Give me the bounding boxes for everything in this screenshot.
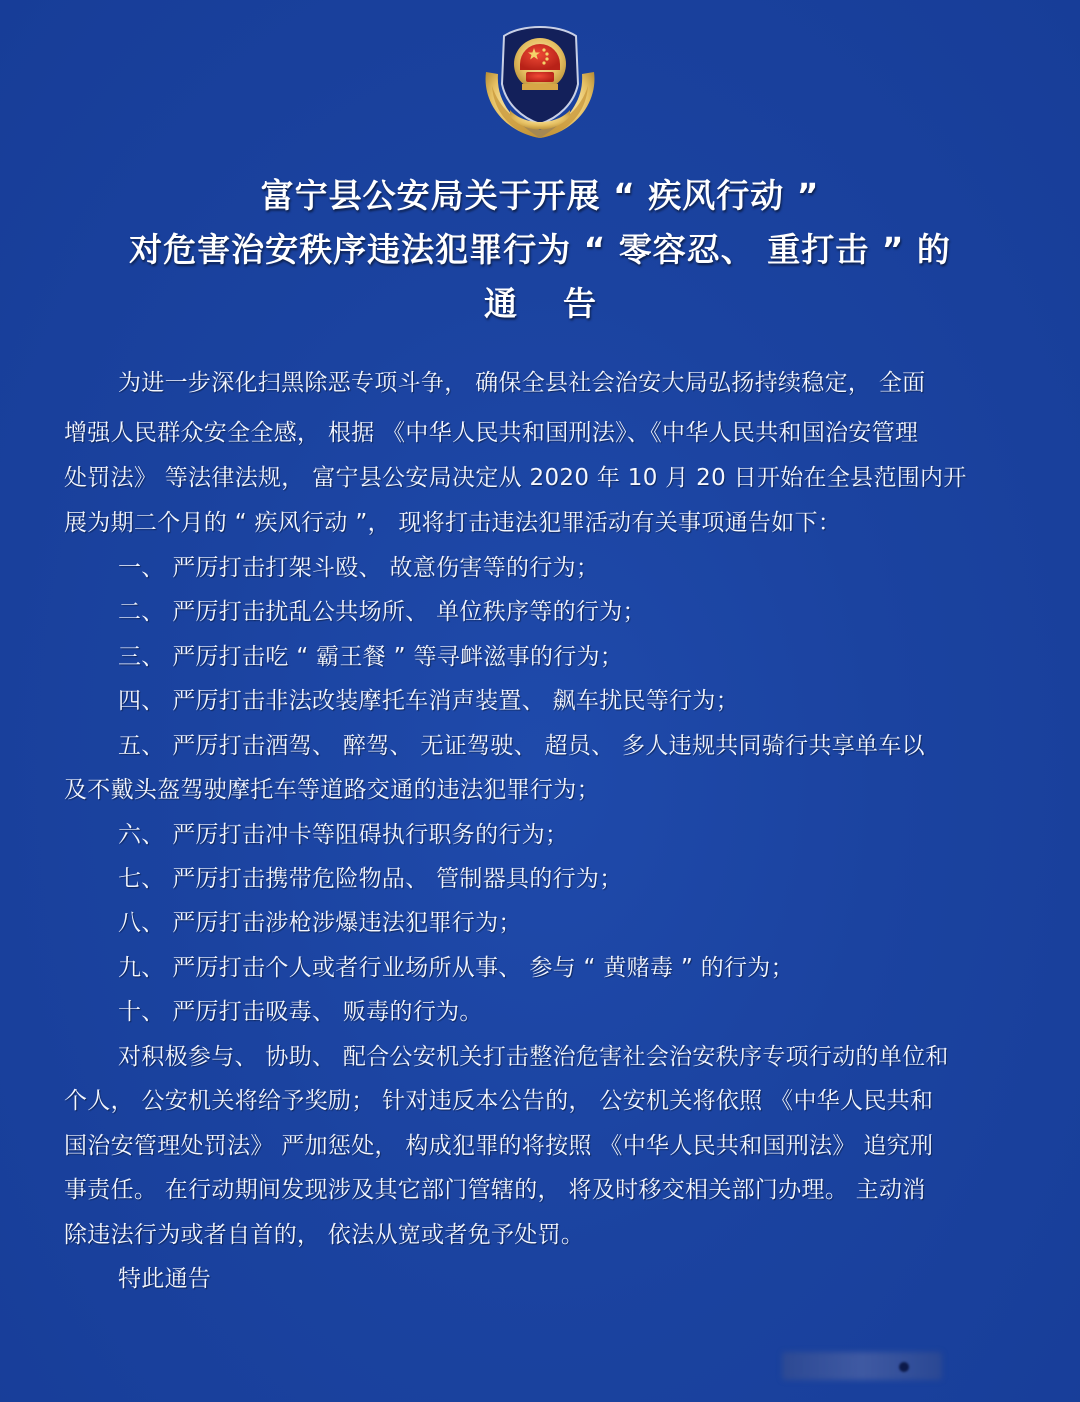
title-line-3: [0, 278, 1080, 325]
title-char-gao: 告: [563, 284, 596, 323]
list-item-5-cont: 及不戴头盔驾驶摩托车等道路交通的违法犯罪行为；: [64, 777, 600, 803]
list-item-5: 五、 严厉打击酒驾、 醉驾、 无证驾驶、 超员、 多人违规共同骑行共享单车以: [118, 733, 925, 759]
closing-line: 对积极参与、 协助、 配合公安机关打击整治危害社会治安秩序专项行动的单位和: [118, 1044, 949, 1070]
list-item-1: 一、 严厉打击打架斗殴、 故意伤害等的行为；: [118, 555, 600, 581]
signoff: 特此通告: [118, 1266, 212, 1292]
list-item-3: 三、 严厉打击吃 “ 霸王餐 ” 等寻衅滋事的行为；: [118, 644, 624, 670]
title-line-2: 对危害治安秩序违法犯罪行为 “ 零容忍、 重打击 ” 的: [129, 230, 951, 269]
list-item-4: 四、 严厉打击非法改装摩托车消声装置、 飙车扰民等行为；: [118, 688, 740, 714]
watermark-dot-icon: [899, 1362, 909, 1372]
title-char-tong: 通: [484, 284, 517, 323]
closing-line: 个人， 公安机关将给予奖励； 针对违反本公告的， 公安机关将依照 《中华人民共和: [64, 1088, 934, 1114]
intro-line: 展为期二个月的 “ 疾风行动 ”， 现将打击违法犯罪活动有关事项通告如下：: [64, 510, 842, 536]
list-item-9: 九、 严厉打击个人或者行业场所从事、 参与 “ 黄赌毒 ” 的行为；: [118, 955, 794, 981]
list-item-8: 八、 严厉打击涉枪涉爆违法犯罪行为；: [118, 910, 522, 936]
list-item-2: 二、 严厉打击扰乱公共场所、 单位秩序等的行为；: [118, 599, 646, 625]
closing-line: 事责任。 在行动期间发现涉及其它部门管辖的， 将及时移交相关部门办理。 主动消: [64, 1177, 926, 1203]
police-emblem: [474, 14, 606, 144]
list-item-7: 七、 严厉打击携带危险物品、 管制器具的行为；: [118, 866, 623, 892]
title-line-1: 富宁县公安局关于开展 “ 疾风行动 ”: [260, 176, 820, 215]
police-emblem-icon: [474, 14, 606, 144]
closing-line: 国治安管理处罚法》 严加惩处， 构成犯罪的将按照 《中华人民共和国刑法》 追究刑: [64, 1133, 934, 1159]
closing-line: 除违法行为或者自首的， 依法从宽或者免予处罚。: [64, 1222, 585, 1248]
list-item-6: 六、 严厉打击冲卡等阻碍执行职务的行为；: [118, 822, 569, 848]
intro-line: 增强人民群众安全全感， 根据 《中华人民共和国刑法》、《中华人民共和国治安管理: [64, 420, 919, 446]
list-item-10: 十、 严厉打击吸毒、 贩毒的行为。: [118, 999, 483, 1025]
blurred-watermark: [782, 1352, 942, 1380]
intro-line: 为进一步深化扫黑除恶专项斗争， 确保全县社会治安大局弘扬持续稳定， 全面: [118, 370, 926, 396]
intro-line: 处罚法》 等法律法规， 富宁县公安局决定从 2020 年 10 月 20 日开始在全县范围内开: [64, 465, 967, 491]
